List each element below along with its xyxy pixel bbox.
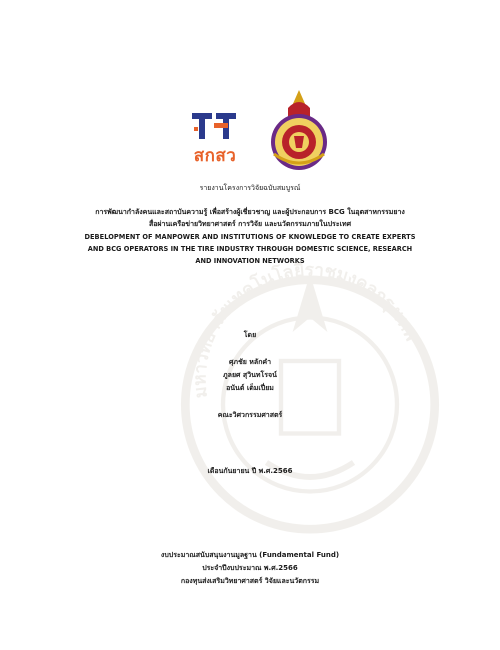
logo-row [0, 96, 500, 176]
title-english-line-2: AND BCG OPERATORS IN THE TIRE INDUSTRY THROUGH DOMESTIC SCIENCE, RESEARCH [87, 245, 413, 253]
funding-line-2: ประจำปีงบประมาณ พ.ศ.2566 [202, 564, 298, 572]
author-3: อนันต์ เต็มเปี่ยม [226, 384, 274, 392]
university-seal-icon [266, 88, 332, 172]
author-1: ศุภชัย หลักคำ [228, 358, 272, 366]
funding-line-1: งบประมาณสนับสนุนงานมูลฐาน (Fundamental Fund) [160, 551, 340, 559]
funding-line-3: กองทุนส่งเสริมวิทยาศาสตร์ วิจัยและนวัตกรรม [180, 577, 320, 585]
title-english-line-3: AND INNOVATION NETWORKS [195, 257, 305, 265]
faculty: คณะวิศวกรรมศาสตร์ [217, 411, 283, 419]
title-thai-line-1: การพัฒนากำลังคนและสถาบันความรู้ เพื่อสร้างผู้เชี่ยวชาญ และผู้ประกอบการ BCG ในอุตสาหกรรมยาง [95, 208, 405, 216]
report-type: รายงานโครงการวิจัยฉบับสมบูรณ์ [199, 184, 301, 192]
tsri-logo-text: สกสว [193, 146, 237, 166]
report-date: เดือนกันยายน ปี พ.ศ.2566 [207, 467, 293, 475]
by-label: โดย [243, 331, 257, 339]
title-thai-line-2: สื่อผ่านเครือข่ายวิทยาศาสตร์ การวิจัย และนวัตกรรมภายในประเทศ [148, 220, 352, 228]
author-2: ภูลยศ สุวินทโรจน์ [223, 371, 277, 379]
title-english-line-1: DEBELOPMENT OF MANPOWER AND INSTITUTIONS OF KNOWLEDGE TO CREATE EXPERTS [84, 233, 416, 241]
svg-text:มหาวิทยาลัยเทคโนโลยีราชมงคลกรุ: มหาวิทยาลัยเทคโนโลยีราชมงคลกรุงเทพ [190, 260, 422, 399]
